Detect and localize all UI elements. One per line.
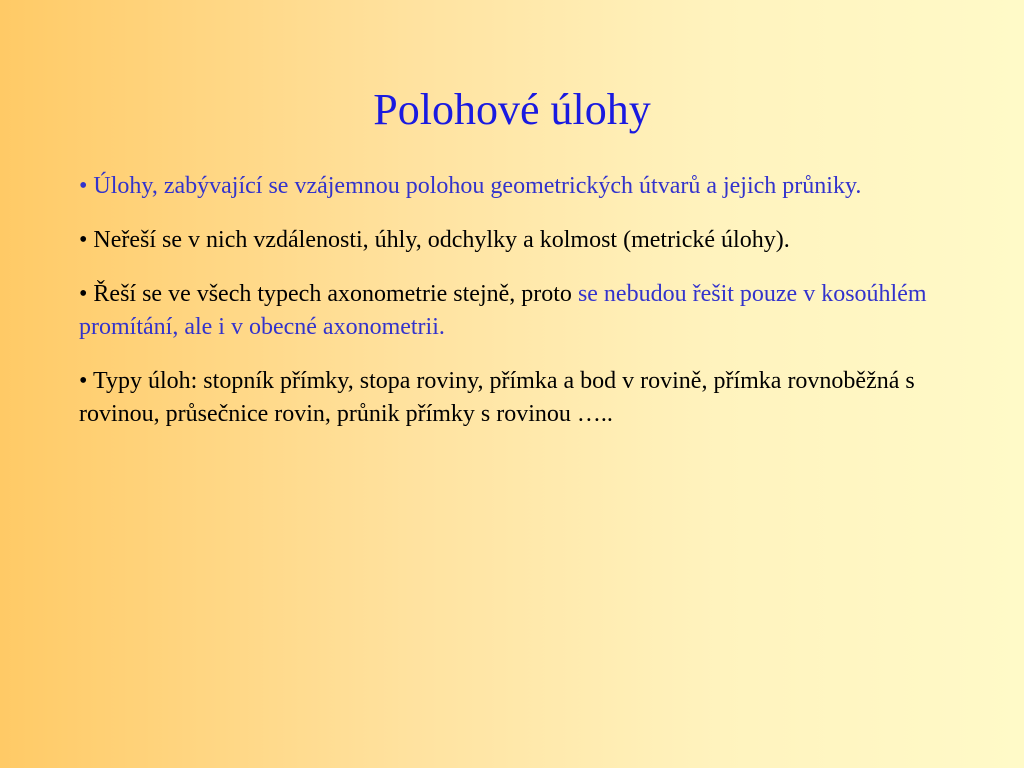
bullet-list	[79, 170, 939, 452]
bullet-text: Řeší se ve všech typech axonometrie stejně, proto	[93, 281, 578, 307]
bullet-item	[79, 365, 939, 431]
bullet-item	[79, 224, 939, 257]
bullet-text-highlight: se nebudou řešit pouze v kosoúhlém promítání, ale i v obecné axonometrii.	[79, 281, 927, 340]
bullet-item	[79, 278, 939, 344]
bullet-marker: •	[79, 281, 88, 307]
bullet-text: Typy úloh: stopník přímky, stopa roviny, přímka a bod v rovině, přímka rovnoběžná s rovinou, průsečnice rovin, průnik přímky s rovinou …..	[79, 368, 915, 427]
bullet-marker: •	[79, 173, 88, 199]
bullet-marker: •	[79, 368, 88, 394]
bullet-marker: •	[79, 227, 88, 253]
bullet-text: Neřeší se v nich vzdálenosti, úhly, odchylky a kolmost (metrické úlohy).	[93, 227, 790, 253]
bullet-text: Úlohy, zabývající se vzájemnou polohou geometrických útvarů a jejich průniky.	[93, 173, 862, 199]
slide-title: Polohové úlohy	[373, 85, 651, 134]
bullet-item	[79, 170, 939, 203]
